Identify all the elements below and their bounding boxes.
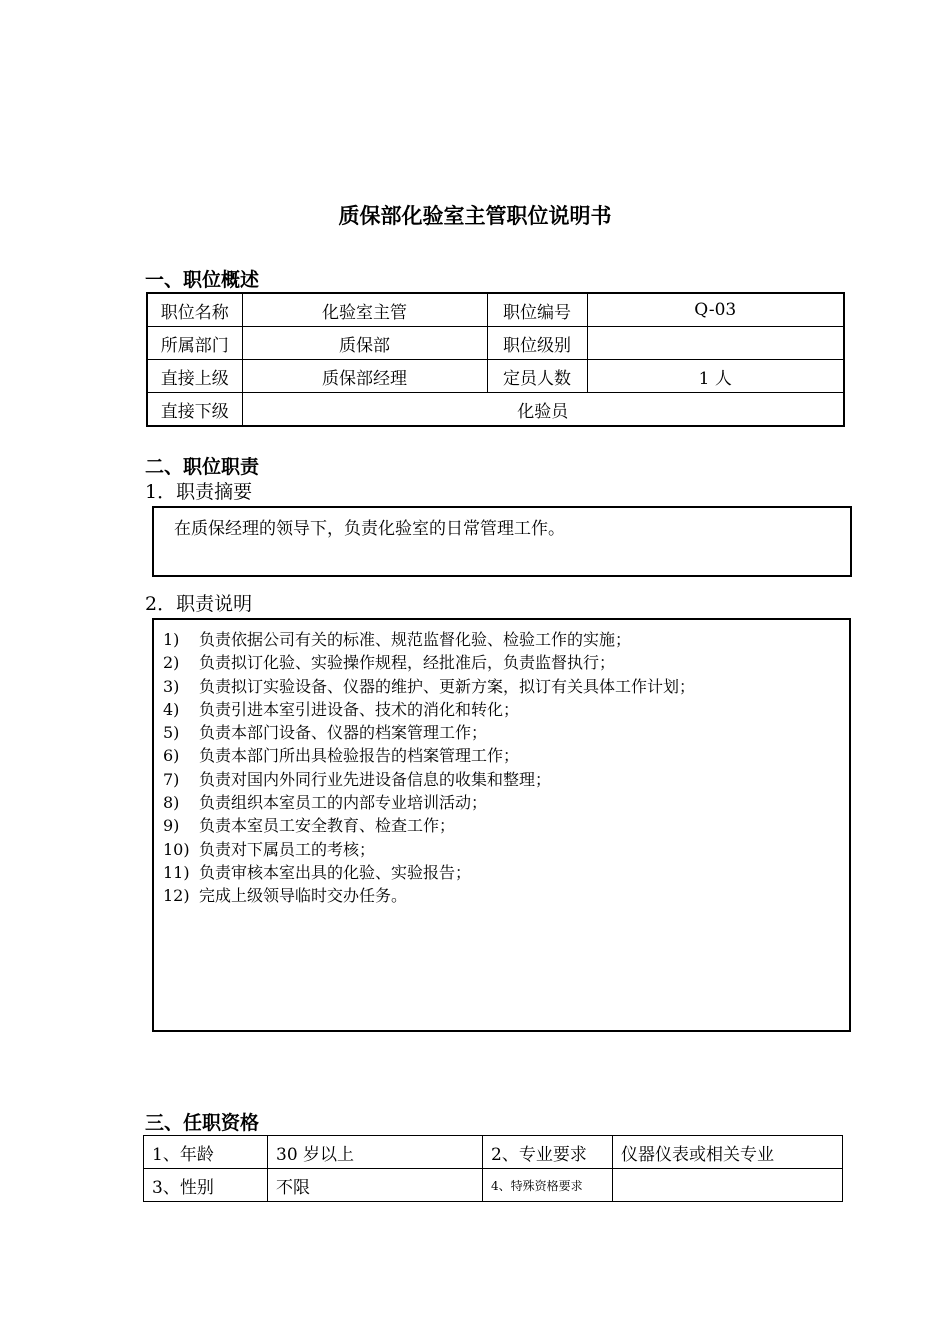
duties-box (152, 618, 851, 1032)
position-name-label: 职位名称 (147, 293, 242, 327)
table-row (144, 1136, 843, 1169)
list-item: 8) 负责组织本室员工的内部专业培训活动； (163, 793, 488, 813)
summary-heading: 1．职责摘要 (145, 481, 253, 503)
table-row (147, 293, 844, 327)
list-item: 10) 负责对下属员工的考核； (163, 839, 376, 859)
table-row (147, 327, 844, 360)
list-item: 7) 负责对国内外同行业先进设备信息的收集和整理； (163, 769, 552, 789)
list-item: 3) 负责拟订实验设备、仪器的维护、更新方案，拟订有关具体工作计划； (163, 676, 696, 696)
document-title: 质保部化验室主管职位说明书 (338, 204, 612, 228)
direct-subordinate-value: 化验员 (242, 393, 844, 427)
position-code-label: 职位编号 (487, 293, 587, 327)
gender-value: 不限 (268, 1169, 483, 1202)
position-code-value: Q-03 (587, 293, 844, 327)
direct-superior-label: 直接上级 (147, 360, 242, 393)
list-item: 2) 负责拟订化验、实验操作规程，经批准后，负责监督执行； (163, 653, 616, 673)
department-label: 所属部门 (147, 327, 242, 360)
headcount-label: 定员人数 (487, 360, 587, 393)
list-item: 5) 负责本部门设备、仪器的档案管理工作； (163, 723, 488, 743)
position-level-value (587, 327, 844, 360)
position-name-value: 化验室主管 (242, 293, 487, 327)
list-item: 9) 负责本室员工安全教育、检查工作； (163, 816, 456, 836)
section1-heading: 一、职位概述 (145, 269, 260, 291)
list-item: 1) 负责依据公司有关的标准、规范监督化验、检验工作的实施； (163, 630, 632, 649)
special-qualification-value (613, 1169, 843, 1202)
department-value: 质保部 (242, 327, 487, 360)
section2-heading: 二、职位职责 (145, 456, 260, 478)
list-item: 4) 负责引进本室引进设备、技术的消化和转化； (163, 699, 520, 719)
summary-text: 在质保经理的领导下，负责化验室的日常管理工作。 (174, 519, 565, 539)
summary-box (152, 506, 852, 577)
table-row (147, 360, 844, 393)
headcount-value: 1 人 (587, 360, 844, 393)
table-row (144, 1169, 843, 1202)
major-value: 仪器仪表或相关专业 (613, 1136, 843, 1169)
list-item: 6) 负责本部门所出具检验报告的档案管理工作； (163, 746, 520, 766)
age-value: 30 岁以上 (268, 1136, 483, 1169)
special-qualification-label: 4、特殊资格要求 (483, 1169, 613, 1202)
table-row (147, 393, 844, 427)
section3-heading: 三、任职资格 (145, 1112, 260, 1134)
age-label: 1、年龄 (144, 1136, 268, 1169)
duties-heading: 2．职责说明 (145, 593, 253, 615)
list-item: 11) 负责审核本室出具的化验、实验报告； (163, 862, 472, 882)
direct-superior-value: 质保部经理 (242, 360, 487, 393)
list-item: 12) 完成上级领导临时交办任务。 (163, 886, 408, 906)
major-label: 2、专业要求 (483, 1136, 613, 1169)
qualifications-table (143, 1135, 843, 1202)
gender-label: 3、性别 (144, 1169, 268, 1202)
position-overview-table (146, 292, 845, 427)
direct-subordinate-label: 直接下级 (147, 393, 242, 427)
position-level-label: 职位级别 (487, 327, 587, 360)
